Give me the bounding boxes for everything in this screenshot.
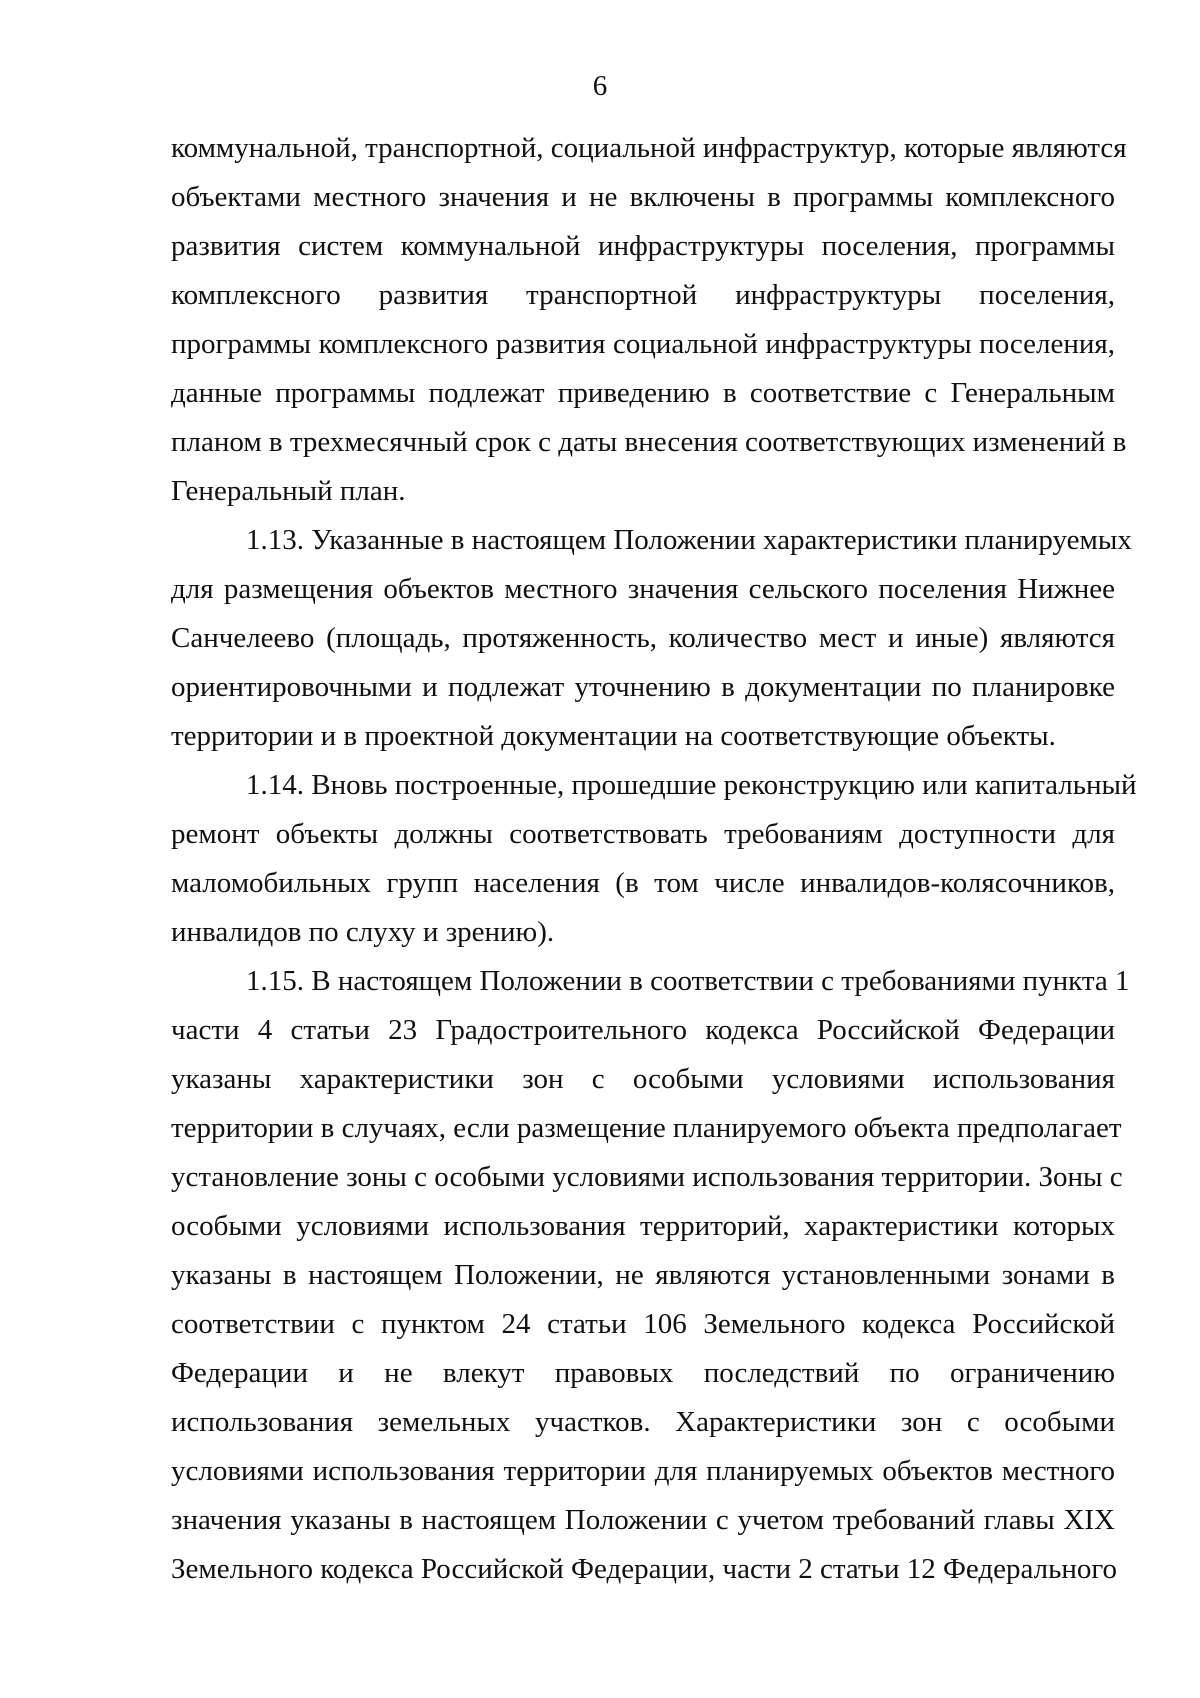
text-line: комплексного развития транспортной инфраструктуры поселения, <box>171 279 1115 311</box>
text-line: ориентировочными и подлежат уточнению в документации по планировке <box>171 671 1115 703</box>
text-line: Санчелеево (площадь, протяженность, количество мест и иные) являются <box>171 622 1115 654</box>
text-line: использования земельных участков. Характеристики зон с особыми <box>171 1406 1115 1438</box>
text-line: особыми условиями использования территорий, характеристики которых <box>171 1210 1115 1242</box>
text-line: соответствии с пунктом 24 статьи 106 Земельного кодекса Российской <box>171 1308 1115 1340</box>
paragraph <box>171 761 1137 957</box>
text-line: 1.14. Вновь построенные, прошедшие реконструкцию или капитальный <box>246 769 1137 801</box>
text-line: Генеральный план. <box>171 475 406 507</box>
text-line: указаны характеристики зон с особыми условиями использования <box>171 1063 1115 1095</box>
text-line: данные программы подлежат приведению в соответствие с Генеральным <box>171 377 1115 409</box>
document-body <box>171 124 1137 1594</box>
text-line: территории в случаях, если размещение планируемого объекта предполагает <box>171 1112 1122 1144</box>
text-line: для размещения объектов местного значения сельского поселения Нижнее <box>171 573 1115 605</box>
text-line: инвалидов по слуху и зрению). <box>171 916 555 948</box>
text-line: планом в трехмесячный срок с даты внесения соответствующих изменений в <box>171 426 1127 458</box>
text-line: маломобильных групп населения (в том числе инвалидов-колясочников, <box>171 867 1115 899</box>
text-line: ремонт объекты должны соответствовать требованиям доступности для <box>171 818 1115 850</box>
text-line: условиями использования территории для планируемых объектов местного <box>171 1455 1115 1487</box>
text-line: установление зоны с особыми условиями использования территории. Зоны с <box>171 1161 1123 1193</box>
text-line: значения указаны в настоящем Положении с учетом требований главы XIX <box>171 1504 1115 1536</box>
text-line: объектами местного значения и не включены в программы комплексного <box>171 181 1115 213</box>
paragraph <box>171 516 1132 761</box>
text-line: Земельного кодекса Российской Федерации, части 2 статьи 12 Федерального <box>171 1553 1118 1585</box>
text-line: указаны в настоящем Положении, не являются установленными зонами в <box>171 1259 1115 1291</box>
text-line: программы комплексного развития социальной инфраструктуры поселения, <box>171 328 1115 360</box>
page-number: 6 <box>592 70 608 102</box>
text-line: территории и в проектной документации на соответствующие объекты. <box>171 720 1056 752</box>
paragraph <box>171 957 1130 1594</box>
text-line: Федерации и не влекут правовых последствий по ограничению <box>171 1357 1115 1389</box>
text-line: коммунальной, транспортной, социальной инфраструктур, которые являются <box>171 132 1127 164</box>
paragraph <box>171 124 1127 516</box>
text-line: части 4 статьи 23 Градостроительного кодекса Российской Федерации <box>171 1014 1115 1046</box>
text-line: 1.13. Указанные в настоящем Положении характеристики планируемых <box>246 524 1132 556</box>
text-line: 1.15. В настоящем Положении в соответствии с требованиями пункта 1 <box>246 965 1130 997</box>
text-line: развития систем коммунальной инфраструктуры поселения, программы <box>171 230 1115 262</box>
